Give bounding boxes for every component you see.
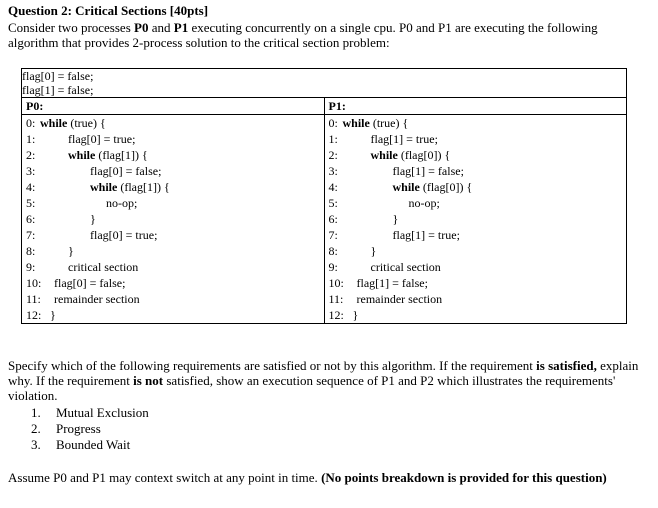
code-content: (true) { (67, 116, 106, 130)
code-text (50, 196, 137, 210)
code-content: } (90, 212, 96, 226)
code-content: (true) { (369, 116, 409, 130)
p0-code-line (22, 275, 324, 291)
code-text (50, 164, 161, 178)
keyword: while (90, 180, 118, 194)
p1-code-line (325, 227, 627, 243)
code-text (50, 132, 135, 146)
requirement-item (31, 421, 149, 437)
p0-code-line (22, 227, 324, 243)
code-text (353, 148, 451, 162)
line-number: 3: (26, 164, 36, 178)
p0-code-line (22, 179, 324, 195)
code-text (50, 228, 157, 242)
line-number: 9: (26, 260, 36, 274)
code-content: } (352, 308, 359, 322)
p1-code-line (325, 211, 627, 227)
line-number: 2: (26, 148, 36, 162)
line-number: 3: (328, 164, 338, 178)
code-text (50, 292, 140, 306)
code-content: no-op; (408, 196, 440, 210)
p0-code-line (22, 163, 324, 179)
code-text (50, 244, 74, 258)
keyword: while (392, 180, 420, 194)
question-intro (8, 20, 648, 50)
code-content: flag[1] = true; (392, 228, 460, 242)
line-number: 5: (328, 196, 338, 210)
requirement-label: Progress (56, 421, 101, 436)
keyword: while (68, 148, 96, 162)
p1-code-line (325, 291, 627, 307)
line-number: 0: (328, 116, 338, 130)
p0-code-line (22, 147, 324, 163)
line-number: 9: (328, 260, 338, 274)
req-text-1: Specify which of the following requirements are satisfied or not by this algorithm. If the requirement (8, 358, 537, 373)
code-text (353, 164, 464, 178)
code-content: (flag[0]) { (397, 148, 451, 162)
p1-code-line (325, 243, 627, 259)
req-text-2: explain why. If the requirement (8, 358, 639, 388)
init-line: flag[1] = false; (22, 83, 94, 97)
p1-code-line (325, 131, 627, 147)
code-text (50, 260, 138, 274)
code-text (50, 180, 170, 194)
code-text (50, 212, 96, 226)
code-text (353, 196, 440, 210)
code-content: (flag[0]) { (419, 180, 473, 194)
line-number: 12: (328, 308, 344, 322)
code-text (50, 148, 148, 162)
p1-code-line (325, 275, 627, 291)
line-number: 12: (26, 308, 42, 322)
p1-code-line (325, 114, 627, 131)
req-not-satisfied: is not (133, 373, 164, 388)
p0-code-column (22, 98, 325, 324)
code-content: critical section (68, 260, 139, 274)
assume-text: Assume P0 and P1 may context switch at any point in time. (8, 470, 322, 485)
line-number: 7: (26, 228, 36, 242)
p0-code-line (22, 307, 324, 323)
line-number: 11: (328, 292, 344, 306)
intro-p0: P0 (134, 20, 149, 35)
req-text-3: satisfied, show an execution sequence of P1 and P2 which illustrates the requirements' violation. (8, 373, 616, 403)
intro-text-1: Consider two processes (8, 20, 135, 35)
requirements-text (8, 358, 648, 403)
init-line: flag[0] = false; (22, 69, 94, 83)
p1-code-line (325, 307, 627, 323)
intro-p1: P1 (173, 20, 189, 35)
code-text (353, 244, 377, 258)
code-text (353, 308, 359, 322)
algorithm-table (21, 68, 627, 324)
code-text (353, 132, 438, 146)
p0-code-line (22, 259, 324, 275)
line-number: 1: (328, 132, 338, 146)
line-number: 8: (26, 244, 36, 258)
code-content: no-op; (106, 196, 138, 210)
code-text (343, 116, 409, 130)
code-content: } (68, 244, 74, 258)
line-number: 10: (26, 276, 42, 290)
line-number: 11: (26, 292, 41, 306)
intro-and: and (148, 20, 174, 35)
p0-code-line (22, 243, 324, 259)
p1-code-line (325, 195, 627, 211)
p0-code-line (22, 195, 324, 211)
p1-header: P1: (328, 99, 346, 113)
question-title: Question 2: Critical Sections [40pts] (8, 3, 209, 18)
line-number: 4: (26, 180, 36, 194)
code-content: flag[0] = false; (90, 164, 162, 178)
assumption-text (8, 470, 648, 486)
code-content: } (50, 308, 56, 322)
p1-code-line (325, 179, 627, 195)
p1-code-line (325, 163, 627, 179)
line-number: 2: (328, 148, 338, 162)
code-content: flag[1] = false; (356, 276, 428, 290)
code-text (353, 276, 428, 290)
requirement-item (31, 405, 149, 421)
code-content: critical section (370, 260, 441, 274)
p1-code-line (325, 147, 627, 163)
requirement-number: 3. (31, 437, 41, 452)
code-text (353, 292, 443, 306)
line-number: 8: (328, 244, 338, 258)
code-text (353, 228, 460, 242)
code-content: } (392, 212, 399, 226)
requirement-number: 2. (31, 421, 41, 436)
code-content: remainder section (356, 292, 443, 306)
line-number: 6: (328, 212, 338, 226)
keyword: while (370, 148, 398, 162)
p0-code-line (22, 114, 324, 131)
p0-header: P0: (26, 99, 44, 113)
requirements-list (31, 405, 149, 453)
code-content: (flag[1]) { (117, 180, 170, 194)
p0-code-line (22, 211, 324, 227)
line-number: 1: (26, 132, 36, 146)
p0-code-line (22, 291, 324, 307)
code-content: flag[1] = true; (370, 132, 438, 146)
code-content: (flag[1]) { (95, 148, 148, 162)
line-number: 10: (328, 276, 344, 290)
code-content: flag[1] = false; (392, 164, 464, 178)
line-number: 7: (328, 228, 338, 242)
code-text (353, 260, 441, 274)
line-number: 0: (26, 116, 36, 130)
code-text (353, 180, 473, 194)
code-content: flag[0] = false; (54, 276, 126, 290)
p1-code-column (324, 98, 627, 324)
keyword: while (342, 116, 370, 130)
code-content: flag[0] = true; (68, 132, 136, 146)
req-satisfied: is satisfied, (536, 358, 597, 373)
code-content: flag[0] = true; (90, 228, 158, 242)
p0-code-line (22, 131, 324, 147)
requirement-item (31, 437, 149, 453)
line-number: 6: (26, 212, 36, 226)
code-text (50, 276, 125, 290)
requirement-number: 1. (31, 405, 41, 420)
requirement-label: Mutual Exclusion (56, 405, 149, 420)
line-number: 5: (26, 196, 36, 210)
code-content: } (370, 244, 377, 258)
keyword: while (40, 116, 68, 130)
code-text (50, 308, 56, 322)
code-content: remainder section (54, 292, 140, 306)
intro-text-2: executing concurrently on a single cpu. P0 and P1 are executing the following algorithm that provides 2-process solution to the critical section problem: (8, 20, 598, 50)
requirement-label: Bounded Wait (56, 437, 131, 452)
line-number: 4: (328, 180, 338, 194)
code-text (40, 116, 106, 130)
assume-note: (No points breakdown is provided for this question) (321, 470, 607, 485)
shared-init-cell (22, 69, 627, 98)
code-text (353, 212, 399, 226)
p1-code-line (325, 259, 627, 275)
